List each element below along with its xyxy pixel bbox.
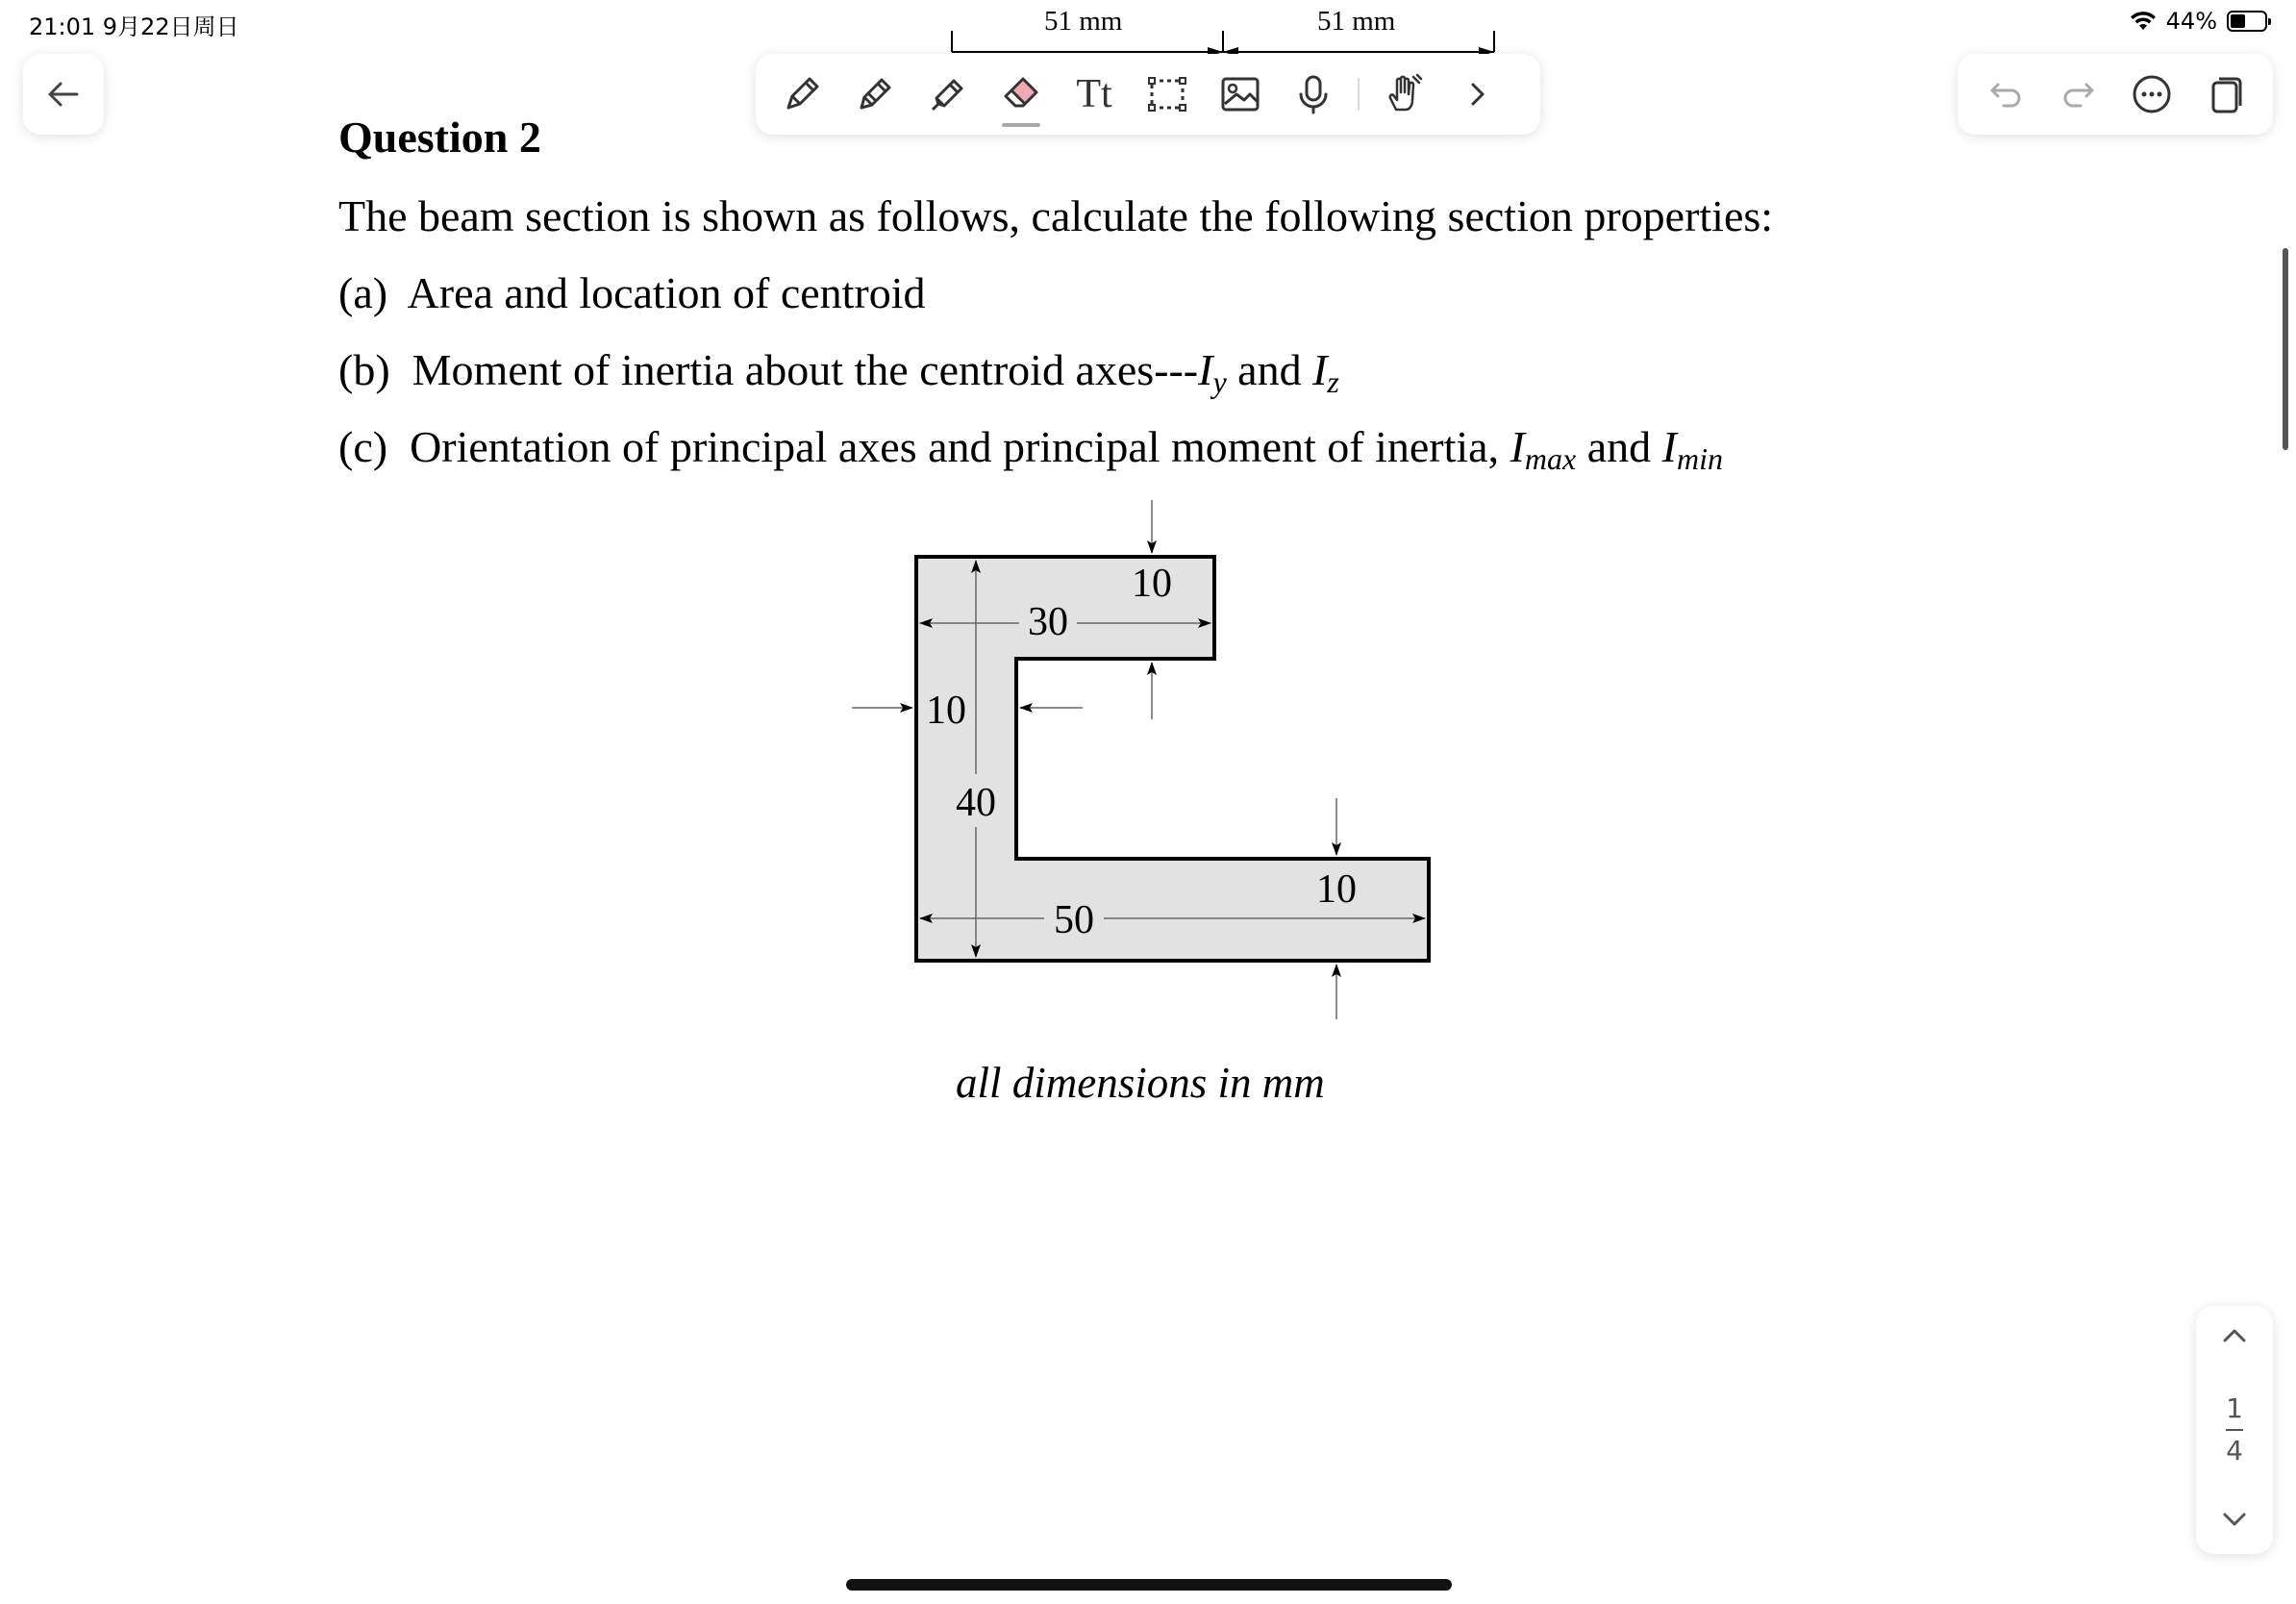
item-c-sub1: max bbox=[1524, 441, 1577, 476]
item-a-label: (a) bbox=[338, 268, 388, 317]
item-a-text: Area and location of centroid bbox=[407, 268, 926, 317]
page-navigator bbox=[2196, 1306, 2273, 1554]
dim-label-bottom-width: 50 bbox=[1054, 898, 1094, 942]
ruler-right-label: 51 mm bbox=[1317, 6, 1396, 37]
toolbar-separator bbox=[1358, 78, 1360, 111]
item-b-sym1: I bbox=[1198, 345, 1213, 394]
wifi-icon bbox=[2130, 11, 2157, 32]
figure-caption: all dimensions in mm bbox=[956, 1059, 1325, 1107]
undo-icon bbox=[1983, 71, 2029, 117]
hand-touch-button[interactable] bbox=[1367, 54, 1440, 135]
item-c-sym1: I bbox=[1510, 422, 1525, 471]
beam-section-figure bbox=[846, 490, 1461, 1029]
lasso-select-button[interactable] bbox=[1131, 54, 1204, 135]
pages-button[interactable] bbox=[2191, 54, 2259, 135]
pencil-tool-button[interactable] bbox=[838, 54, 911, 135]
dim-label-top-thickness: 10 bbox=[1132, 562, 1172, 606]
pencil-icon bbox=[852, 71, 898, 117]
item-c bbox=[338, 421, 1723, 476]
question-title: Question 2 bbox=[338, 113, 541, 162]
item-b-text: Moment of inertia about the centroid axes--- bbox=[412, 345, 1199, 394]
drawing-toolbar bbox=[756, 54, 1540, 135]
item-c-sub2: min bbox=[1676, 441, 1723, 476]
chevron-right-icon bbox=[1454, 71, 1500, 117]
text-tool-button[interactable] bbox=[1058, 54, 1131, 135]
current-page: 1 bbox=[2226, 1392, 2243, 1424]
highlighter-tool-button[interactable] bbox=[911, 54, 985, 135]
dim-label-bottom-thickness: 10 bbox=[1316, 867, 1357, 912]
ellipsis-circle-icon bbox=[2129, 71, 2175, 117]
hand-touch-icon bbox=[1381, 71, 1427, 117]
redo-button[interactable] bbox=[2045, 54, 2112, 135]
battery-icon bbox=[2227, 11, 2267, 32]
dim-label-web-thickness: 10 bbox=[926, 689, 966, 733]
total-pages: 4 bbox=[2226, 1435, 2243, 1466]
item-b-sym2: I bbox=[1312, 345, 1328, 394]
microphone-icon bbox=[1290, 71, 1336, 117]
more-tools-button[interactable] bbox=[1440, 54, 1513, 135]
previous-page-button[interactable] bbox=[2218, 1319, 2251, 1357]
item-b-label: (b) bbox=[338, 345, 390, 394]
item-c-and: and bbox=[1576, 422, 1662, 471]
item-c-text: Orientation of principal axes and principal moment of inertia, bbox=[410, 422, 1510, 471]
status-indicators bbox=[2130, 8, 2267, 35]
eraser-tool-button[interactable] bbox=[985, 54, 1058, 135]
battery-fill bbox=[2231, 14, 2245, 28]
item-b-and: and bbox=[1226, 345, 1313, 394]
eraser-icon bbox=[998, 71, 1044, 117]
next-page-button[interactable] bbox=[2218, 1503, 2251, 1541]
back-button[interactable] bbox=[23, 54, 104, 135]
text-icon: Tt bbox=[1076, 72, 1112, 116]
item-b bbox=[338, 344, 1339, 399]
battery-percent: 44% bbox=[2165, 8, 2217, 35]
item-a bbox=[338, 267, 926, 318]
question-intro: The beam section is shown as follows, calculate the following section properties: bbox=[338, 191, 1774, 240]
pages-icon bbox=[2202, 71, 2248, 117]
dim-label-top-width: 30 bbox=[1028, 600, 1068, 644]
image-button[interactable] bbox=[1204, 54, 1277, 135]
dim-label-height: 40 bbox=[956, 781, 996, 825]
arrow-left-icon bbox=[44, 75, 83, 113]
home-indicator[interactable] bbox=[846, 1579, 1452, 1591]
chevron-up-icon bbox=[2218, 1319, 2251, 1352]
pen-tool-button[interactable] bbox=[765, 54, 838, 135]
undo-button[interactable] bbox=[1972, 54, 2039, 135]
chevron-down-icon bbox=[2218, 1503, 2251, 1536]
pen-icon bbox=[779, 71, 825, 117]
lasso-select-icon bbox=[1144, 71, 1190, 117]
item-c-sym2: I bbox=[1661, 422, 1677, 471]
item-b-sub1: y bbox=[1212, 364, 1227, 399]
ruler-left-label: 51 mm bbox=[1044, 6, 1123, 37]
status-time-date: 21:01 9月22日周日 bbox=[29, 13, 239, 40]
microphone-button[interactable] bbox=[1277, 54, 1350, 135]
more-options-button[interactable] bbox=[2118, 54, 2185, 135]
item-c-label: (c) bbox=[338, 422, 388, 471]
redo-icon bbox=[2056, 71, 2102, 117]
page-divider bbox=[2226, 1429, 2243, 1431]
item-b-sub2: z bbox=[1327, 364, 1339, 399]
vertical-scrollbar[interactable] bbox=[2283, 248, 2288, 450]
page-indicator bbox=[2226, 1392, 2243, 1467]
right-action-panel bbox=[1958, 54, 2273, 135]
image-icon bbox=[1217, 71, 1263, 117]
highlighter-icon bbox=[925, 71, 971, 117]
